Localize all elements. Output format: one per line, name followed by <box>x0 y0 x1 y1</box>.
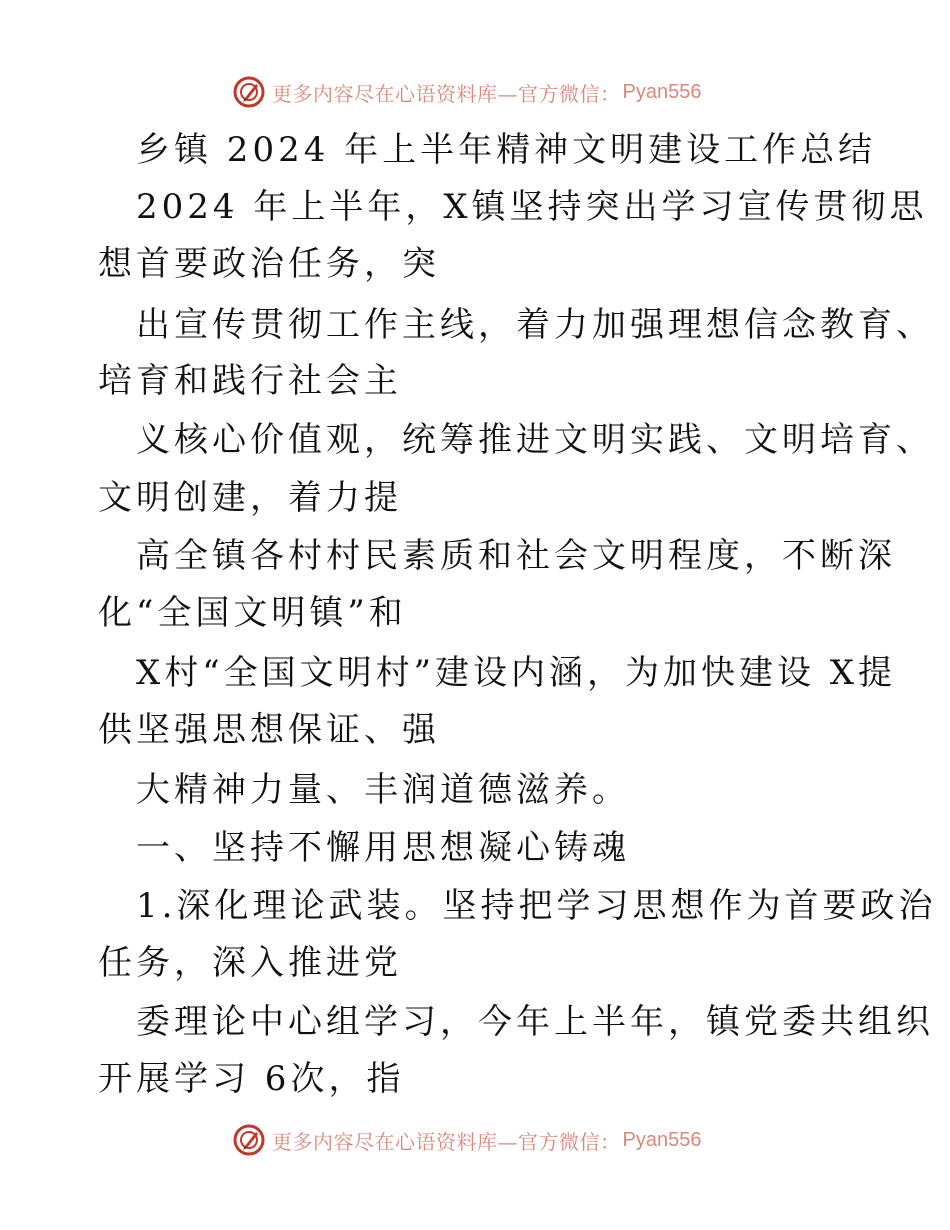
header-watermark <box>232 72 752 112</box>
footer-watermark <box>232 1120 752 1160</box>
body-line: 1.深化理论武装。坚持把学习思想作为首要政治 <box>136 886 937 926</box>
body-line: 供坚强思想保证、强 <box>98 710 440 750</box>
body-line: 2024 年上半年，X镇坚持突出学习宣传贯彻思 <box>136 187 928 227</box>
body-line: X村“全国文明村”建设内涵，为加快建设 X提 <box>136 653 896 693</box>
body-line: 任务，深入推进党 <box>98 943 402 983</box>
body-line: 想首要政治任务，突 <box>98 244 440 284</box>
body-line: 化“全国文明镇”和 <box>98 593 407 633</box>
body-line: 开展学习 6次，指 <box>98 1059 405 1099</box>
pen-nib-circle-logo-icon <box>232 75 266 109</box>
section-heading: 一、坚持不懈用思想凝心铸魂 <box>136 828 630 868</box>
body-line: 委理论中心组学习，今年上半年，镇党委共组织 <box>136 1002 934 1042</box>
watermark-text: 更多内容尽在心语资料库—官方微信： <box>272 81 621 106</box>
body-line: 大精神力量、丰润道德滋养。 <box>136 770 630 810</box>
watermark-wechat-id: Pyan556 <box>622 80 702 103</box>
body-line: 高全镇各村村民素质和社会文明程度，不断深 <box>136 536 896 576</box>
watermark-wechat-id: Pyan556 <box>622 1128 702 1151</box>
body-line: 出宣传贯彻工作主线，着力加强理想信念教育、 <box>136 305 934 345</box>
body-line: 义核心价值观，统筹推进文明实践、文明培育、 <box>136 420 934 460</box>
document-title: 乡镇 2024 年上半年精神文明建设工作总结 <box>136 130 877 170</box>
body-line: 培育和践行社会主 <box>98 361 402 401</box>
body-line: 文明创建，着力提 <box>98 478 402 518</box>
pen-nib-circle-logo-icon <box>232 1123 266 1157</box>
watermark-text: 更多内容尽在心语资料库—官方微信： <box>272 1129 621 1154</box>
